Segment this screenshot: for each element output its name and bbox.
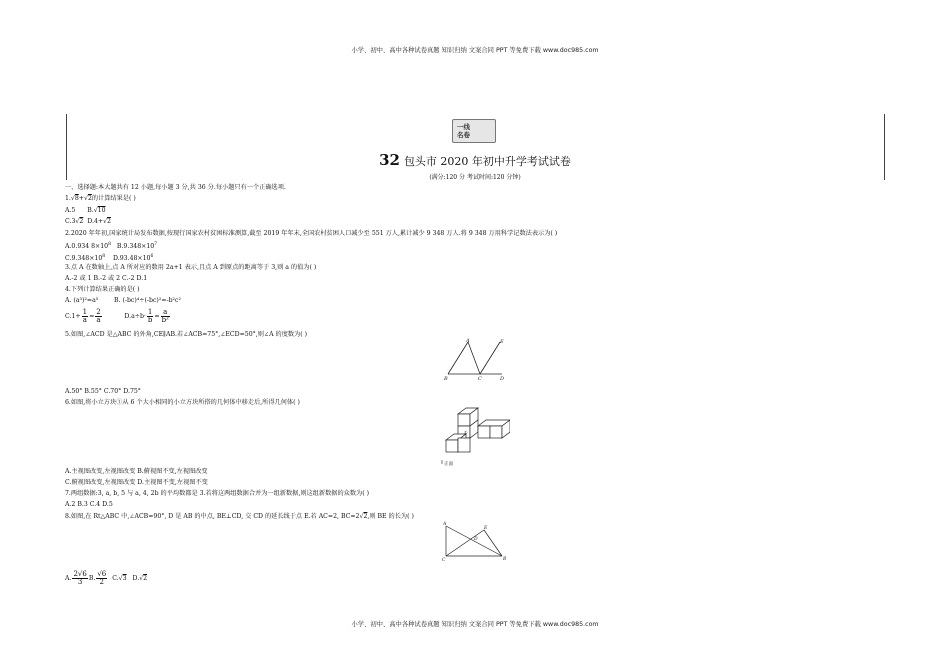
q8-label-e: E bbox=[484, 526, 488, 531]
q5-label-a: A bbox=[466, 338, 470, 344]
q1-options-cd: C.3√2 D.4+√2 bbox=[65, 218, 111, 225]
q2-stem: 2.2020 年年初,国家统计局发布数据,按现行国家农村贫困标准测算,截至 2019 年年末,全国农村贫困人口减少至 551 万人,累计减少 9 348 万人.将 9 348 万用科学记数法表示为( ) bbox=[65, 230, 558, 237]
exam-logo bbox=[452, 119, 496, 143]
q8-label-b: B bbox=[503, 557, 507, 562]
q3-options: A.-2 或 1 B.-2 或 2 C.-2 D.1 bbox=[65, 275, 148, 282]
logo-line-2: 名卷 bbox=[457, 131, 470, 139]
section-heading: 一、选择题:本大题共有 12 小题,每小题 3 分,共 36 分.每小题只有一个正确选项. bbox=[65, 184, 286, 191]
q1-stem: 1.√8+√2的计算结果是( ) bbox=[65, 195, 136, 202]
q7-stem: 7.两组数据:3, a, b, 5 与 a, 4, 2b 的平均数都是 3.若将这两组数据合并为一组新数据,则这组新数据的众数为( ) bbox=[65, 490, 369, 497]
q6-options-ab: A.主视图改变,左视图改变 B.俯视图不变,左视图改变 bbox=[65, 468, 208, 475]
q7-options: A.2 B.3 C.4 D.5 bbox=[65, 501, 113, 508]
q6-options-cd: C.俯视图改变,左视图改变 D.主视图不变,左视图不变 bbox=[65, 479, 208, 486]
q8-options: A. $\frac{2√6}{3}$ B. $\frac{√6}{2}$ C.√3 D.√2 bbox=[65, 570, 148, 586]
q8-label-a: A bbox=[443, 522, 447, 527]
q6-front-label: 正面 bbox=[444, 462, 453, 467]
q5-label-e: E bbox=[500, 339, 504, 345]
q4-stem: 4.下列计算结果正确的是( ) bbox=[65, 286, 140, 293]
q6-stem: 6.如图,将小立方块①从 6 个大小相同的小立方块所搭的几何体中移走后,所得几何体( ) bbox=[65, 399, 300, 406]
q2-options-cd: $C.9.348\times 10^8$ $D.93.48\times 10^6$ bbox=[65, 254, 154, 263]
q5-options: A.50° B.55° C.70° D.75° bbox=[65, 388, 141, 395]
exam-subtitle: (满分:120 分 考试时间:120 分钟) bbox=[429, 174, 521, 181]
exam-title bbox=[0, 151, 950, 169]
q4-options-cd: C.1+ $\frac{1}{a}$ = $\frac{2}{a}$ D.a÷b· $\frac{1}{b}$ = $\frac{a}{\text{b²}}$ bbox=[65, 308, 169, 324]
q5-label-b: B bbox=[444, 376, 448, 382]
left-margin-line bbox=[66, 114, 67, 180]
exam-title-text: 包头市 2020 年初中升学考试试卷 bbox=[403, 155, 571, 168]
q5-triangle-figure bbox=[440, 338, 510, 383]
q2-options-ab: A.0.934 $8\times 10^8$ $B.9.348\times 10^7$ bbox=[65, 242, 158, 251]
q5-stem: 5.如图,∠ACD 是△ABC 的外角,CE∥AB.若∠ACB=75°,∠ECD=50°,则∠A 的度数为( ) bbox=[65, 331, 308, 338]
q6-cubes-figure bbox=[440, 404, 510, 468]
q3-stem: 3.点 A 在数轴上,点 A 所对应的数用 2a+1 表示,且点 A 到原点的距离等于 3,则 a 的值为( ) bbox=[65, 264, 317, 271]
q8-label-c: C bbox=[442, 558, 446, 562]
q5-label-d: D bbox=[500, 376, 505, 382]
q8-stem: 8.如图,在 Rt△ABC 中,∠ACB=90°, D 是 AB 的中点, BE⊥CD, 交 CD 的延长线于点 E.若 AC=2, BC=2√2,则 BE 的长为( ) bbox=[65, 513, 414, 520]
q1-options-ab: A.5 B.√10 bbox=[65, 207, 106, 214]
q4-options-ab: A. (a³)²=a⁵ B. (-bc)⁴÷(-bc)²=-b²c² bbox=[65, 297, 181, 304]
right-margin-line bbox=[884, 114, 885, 180]
page-footer: 小学、初中、高中各种试卷真题 知识归纳 文案合同 PPT 等免费下载 www.doc985.com bbox=[351, 621, 599, 628]
q8-label-d: D bbox=[474, 537, 478, 542]
q5-label-c: C bbox=[478, 376, 482, 382]
logo-line-1: 一线 bbox=[457, 123, 470, 131]
exam-number: 32 bbox=[379, 151, 400, 169]
q6-cube-mark: ① bbox=[464, 430, 468, 435]
q8-triangle-figure bbox=[440, 520, 510, 562]
page-header: 小学、初中、高中各种试卷真题 知识归纳 文案合同 PPT 等免费下载 www.doc985.com bbox=[351, 47, 599, 54]
